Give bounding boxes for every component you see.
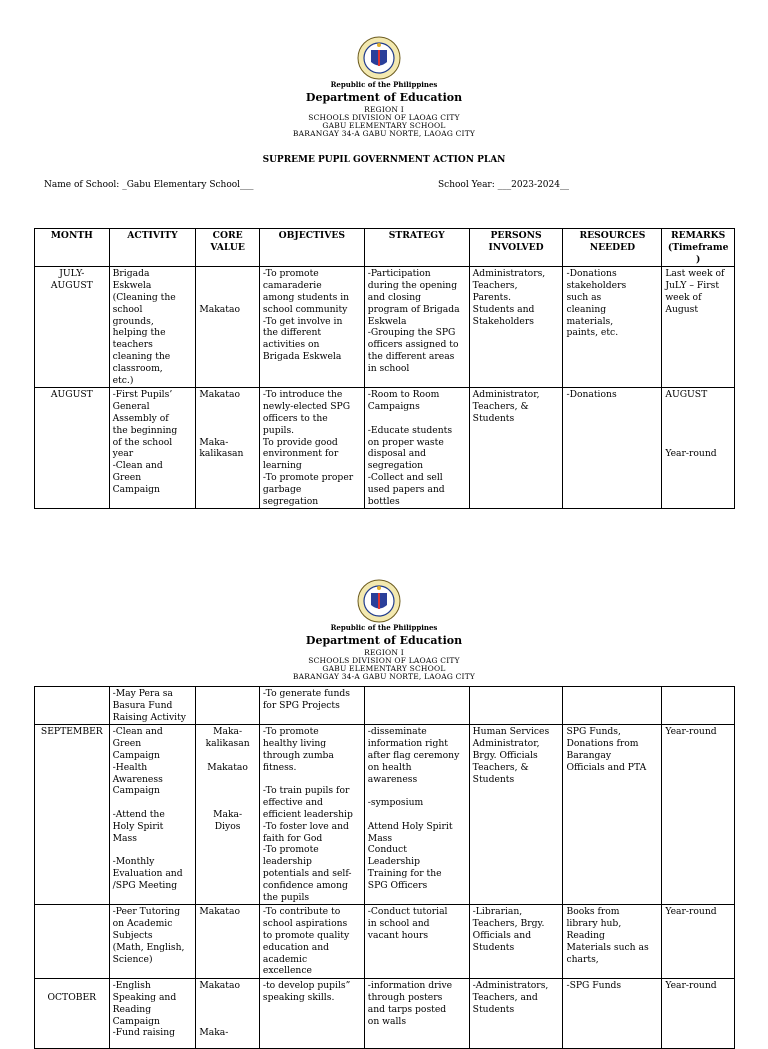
cell-remarks: Year-round bbox=[662, 905, 735, 979]
region-text: REGION I bbox=[364, 105, 404, 114]
region-text-page2: REGION I bbox=[364, 648, 404, 657]
action-plan-table-page1 bbox=[34, 228, 735, 509]
address-text-page2: BARANGAY 34-A GABU NORTE, LAOAG CITY bbox=[292, 672, 476, 681]
address-text: BARANGAY 34-A GABU NORTE, LAOAG CITY bbox=[292, 129, 476, 138]
deped-seal-logo bbox=[357, 36, 401, 80]
school-header-text-page2: GABU ELEMENTARY SCHOOL bbox=[322, 664, 446, 673]
document-title: SUPREME PUPIL GOVERNMENT ACTION PLAN bbox=[262, 155, 506, 165]
cell-objectives: -To contribute to school aspirations to promote quality education and academic excellence bbox=[259, 905, 364, 979]
department-text-page2: Department of Education bbox=[305, 634, 463, 647]
table-row bbox=[35, 687, 735, 725]
cell-remarks bbox=[662, 687, 735, 725]
table-row bbox=[35, 725, 735, 905]
table-row bbox=[35, 905, 735, 979]
cell-month: AUGUST bbox=[35, 388, 110, 509]
school-name-label: Name of School: bbox=[44, 180, 123, 190]
header-strategy: STRATEGY bbox=[364, 229, 469, 267]
cell-remarks: Year-round bbox=[662, 725, 735, 905]
cell-core-value bbox=[196, 687, 260, 725]
cell-core-value: Makatao Maka- kalikasan bbox=[196, 388, 260, 509]
cell-strategy: -Conduct tutorial in school and vacant hours bbox=[364, 905, 469, 979]
cell-remarks: Year-round bbox=[662, 979, 735, 1049]
cell-month: OCTOBER bbox=[35, 979, 110, 1049]
cell-resources: -Donations stakeholders such as cleaning materials, paints, etc. bbox=[563, 267, 662, 388]
cell-core-value: Makatao bbox=[196, 267, 260, 388]
header-core-value: CORE VALUE bbox=[196, 229, 260, 267]
school-header-text: GABU ELEMENTARY SCHOOL bbox=[322, 121, 446, 130]
republic-text: Republic of the Philippines bbox=[330, 80, 438, 89]
cell-persons: -Administrators, Teachers, and Students bbox=[469, 979, 563, 1049]
cell-remarks: AUGUST Year-round bbox=[662, 388, 735, 509]
cell-activity: -Peer Tutoring on Academic Subjects (Math, English, Science) bbox=[109, 905, 196, 979]
cell-month: JULY- AUGUST bbox=[35, 267, 110, 388]
cell-persons bbox=[469, 687, 563, 725]
cell-resources: Books from library hub, Reading Materials such as charts, bbox=[563, 905, 662, 979]
republic-text-page2: Republic of the Philippines bbox=[330, 623, 438, 632]
cell-month bbox=[35, 687, 110, 725]
header-month: MONTH bbox=[35, 229, 110, 267]
cell-resources: -SPG Funds bbox=[563, 979, 662, 1049]
cell-objectives: -to develop pupils” speaking skills. bbox=[259, 979, 364, 1049]
cell-resources bbox=[563, 687, 662, 725]
cell-strategy: -information drive through posters and tarps posted on walls bbox=[364, 979, 469, 1049]
cell-core-value: Maka- kalikasan Makatao Maka- Diyos bbox=[196, 725, 260, 905]
school-year-value: ___2023-2024__ bbox=[497, 180, 569, 190]
header-resources-needed: RESOURCES NEEDED bbox=[563, 229, 662, 267]
division-text: SCHOOLS DIVISION OF LAOAG CITY bbox=[308, 113, 460, 122]
cell-persons: Administrator, Teachers, & Students bbox=[469, 388, 563, 509]
cell-strategy: -disseminate information right after flag ceremony on health awareness -symposium Attend Holy Spirit Mass Conduct Leadership Training for the SPG Officers bbox=[364, 725, 469, 905]
department-text: Department of Education bbox=[305, 91, 463, 104]
cell-core-value: Makatao bbox=[196, 905, 260, 979]
school-name-value: _Gabu Elementary School___ bbox=[122, 180, 254, 190]
header-objectives: OBJECTIVES bbox=[259, 229, 364, 267]
cell-objectives: -To promote healthy living through zumba fitness. -To train pupils for effective and efficient leadership -To foster love and faith for God -To promote leadership potentials and self- confidence among the pupils bbox=[259, 725, 364, 905]
cell-objectives: -To promote camaraderie among students in school community -To get involve in the different activities on Brigada Eskwela bbox=[259, 267, 364, 388]
cell-persons: Human Services Administrator, Brgy. Officials Teachers, & Students bbox=[469, 725, 563, 905]
cell-remarks: Last week of JuLY – First week of August bbox=[662, 267, 735, 388]
deped-seal-logo-page2 bbox=[357, 579, 401, 623]
school-year-line bbox=[438, 180, 569, 190]
cell-month bbox=[35, 905, 110, 979]
header-persons-involved: PERSONS INVOLVED bbox=[469, 229, 563, 267]
table-row bbox=[35, 979, 735, 1049]
division-text-page2: SCHOOLS DIVISION OF LAOAG CITY bbox=[308, 656, 460, 665]
table-row bbox=[35, 388, 735, 509]
header-activity: ACTIVITY bbox=[109, 229, 196, 267]
cell-activity: -Clean and Green Campaign -Health Awareness Campaign -Attend the Holy Spirit Mass -Monthly Evaluation and /SPG Meeting bbox=[109, 725, 196, 905]
table-header-row bbox=[35, 229, 735, 267]
cell-persons: -Librarian, Teachers, Brgy. Officials and Students bbox=[469, 905, 563, 979]
cell-resources: -Donations bbox=[563, 388, 662, 509]
cell-objectives: -To generate funds for SPG Projects bbox=[259, 687, 364, 725]
action-plan-table-page2 bbox=[34, 686, 735, 1049]
cell-persons: Administrators, Teachers, Parents. Students and Stakeholders bbox=[469, 267, 563, 388]
cell-activity: Brigada Eskwela (Cleaning the school grounds, helping the teachers cleaning the classroom, etc.) bbox=[109, 267, 196, 388]
cell-month: SEPTEMBER bbox=[35, 725, 110, 905]
header-remarks: REMARKS (Timeframe ) bbox=[662, 229, 735, 267]
cell-activity: -May Pera sa Basura Fund Raising Activity bbox=[109, 687, 196, 725]
cell-strategy bbox=[364, 687, 469, 725]
cell-strategy: -Participation during the opening and closing program of Brigada Eskwela -Grouping the SPG officers assigned to the different areas in school bbox=[364, 267, 469, 388]
cell-resources: SPG Funds, Donations from Barangay Officials and PTA bbox=[563, 725, 662, 905]
cell-objectives: -To introduce the newly-elected SPG officers to the pupils. To provide good environment for learning -To promote proper garbage segregation bbox=[259, 388, 364, 509]
cell-activity: -English Speaking and Reading Campaign -Fund raising bbox=[109, 979, 196, 1049]
cell-strategy: -Room to Room Campaigns -Educate students on proper waste disposal and segregation -Collect and sell used papers and bottles bbox=[364, 388, 469, 509]
school-name-line bbox=[44, 180, 254, 190]
cell-activity: -First Pupils’ General Assembly of the beginning of the school year -Clean and Green Campaign bbox=[109, 388, 196, 509]
table-row bbox=[35, 267, 735, 388]
school-year-label: School Year: bbox=[438, 180, 498, 190]
cell-core-value: Makatao Maka- bbox=[196, 979, 260, 1049]
